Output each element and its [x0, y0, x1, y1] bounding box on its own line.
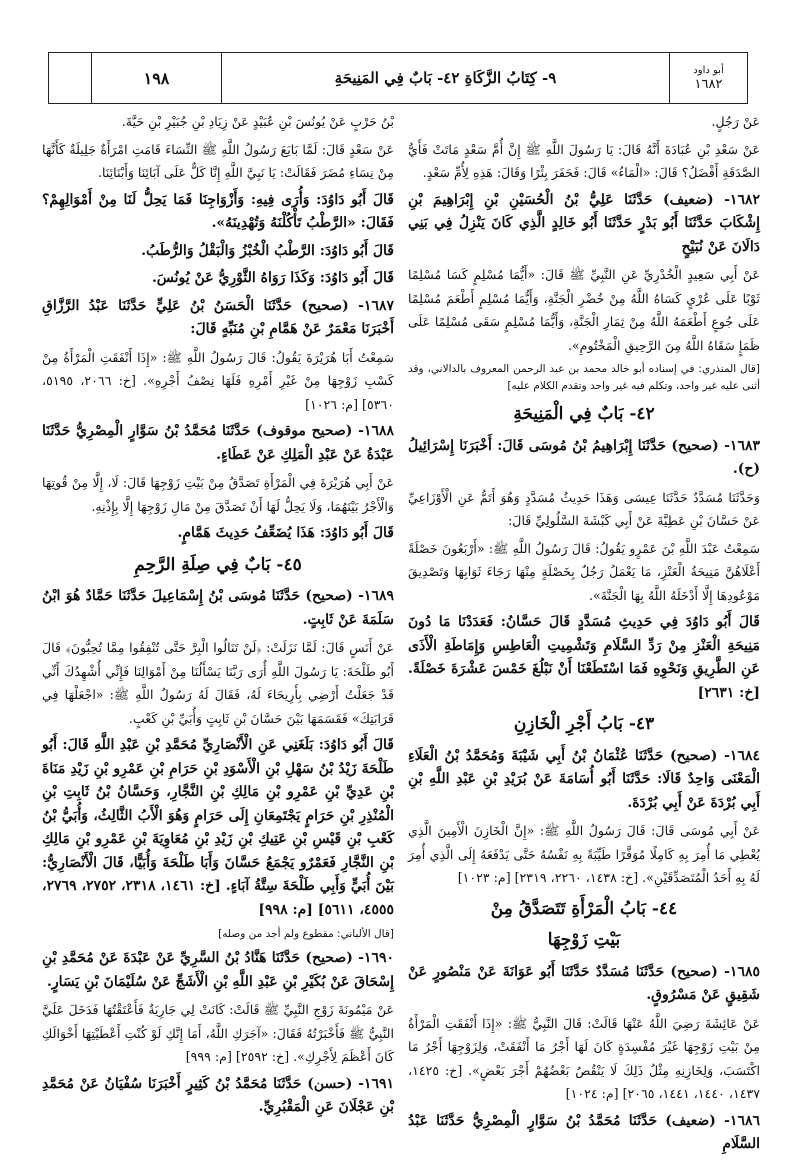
text-paragraph: بْنُ حَرْبٍ عَنْ يُونُسَ بْنِ عُبَيْدٍ عَنْ زِيَادِ بْنِ جُبَيْرِ بْنِ حَيَّةَ.	[121, 114, 394, 129]
abu-dawud-comment: قَالَ أَبُو دَاوُدَ: الرَّطْبُ الْخُبْزُ وَالْبَقْلُ وَالرُّطَبُ.	[141, 242, 394, 259]
abu-dawud-comment: قَالَ أَبُو دَاوُدَ فِي حَدِيثِ مُسَدَّدٍ قَالَ حَسَّانُ: فَعَدَدْنَا مَا دُونَ مَنِيحَةِ الْعَنْزِ مِنْ رَدِّ السَّلَامِ وَتَشْمِيتِ الْعَاطِسِ وَإِمَاطَةِ الْأَذَى عَنِ الطَّرِيقِ وَنَحْوِهِ فَمَا اسْتَطَعْنَا أَنْ نَبْلُغَ خَمْسَ عَشْرَةَ خَصْلَةً. [خ: ٢٦٣١]	[408, 614, 760, 701]
chapter-title: ٤٢- بَابٌ فِي الْمَنِيحَةِ	[513, 404, 655, 424]
text-paragraph: عَنْ أَبِي هُرَيْرَةَ فِي الْمَرْأَةِ تَصَدَّقُ مِنْ بَيْتِ زَوْجِهَا قَالَ: لَا، إِلَّا مِنْ قُوتِهَا وَالْأَجْرُ بَيْنَهُمَا، وَلَا يَحِلُّ لَهَا أَنْ تَصَدَّقَ مِنْ مَالِ زَوْجِهَا إِلَّا بِإِذْنِهِ.	[42, 475, 394, 514]
text-paragraph: عَنْ رَجُلٍ.	[711, 114, 760, 129]
hadith-chain: ١٦٨٦- (ضعيف) حَدَّثَنَا مُحَمَّدُ بْنُ سَوَّارٍ الْمِصْرِيُّ حَدَّثَنَا عَبْدُ السَّلَامِ	[408, 1112, 760, 1152]
text-paragraph: وَحَدَّثَنَا مُسَدَّدٌ حَدَّثَنَا عِيسَى وَهَذَا حَدِيثُ مُسَدَّدٍ وَهُوَ أَتَمُّ عَنِ الْأَوْزَاعِيِّ عَنْ حَسَّانَ بْنِ عَطِيَّةَ عَنْ أَبِي كَبْشَةَ السَّلُولِيِّ قَالَ:	[408, 489, 760, 528]
hadith-chain: ١٦٨٧- (صحيح) حَدَّثَنَا الْحَسَنُ بْنُ عَلِيٍّ حَدَّثَنَا عَبْدُ الرَّزَّاقِ أَخْبَرَنَا مَعْمَرٌ عَنْ هَمَّامِ بْنِ مُنَبِّهٍ قَالَ:	[42, 297, 394, 337]
abu-dawud-comment: قَالَ أَبُو دَاوُدَ: وَأُرَى فِيهِ: وَأَزْوَاجِنَا فَمَا يَحِلُّ لَنَا مِنْ أَمْوَالِهِمْ؟ فَقَالَ: «الرَّطْبُ تَأْكُلْنَهُ وَتُهْدِينَهُ».	[42, 191, 394, 231]
hadith-chain: ١٦٨٤- (صحيح) حَدَّثَنَا عُثْمَانُ بْنُ أَبِي شَيْبَةَ وَمُحَمَّدُ بْنُ الْعَلَاءِ الْمَعْنَى وَاحِدٌ قَالَا: حَدَّثَنَا أَبُو أُسَامَةَ عَنْ بُرَيْدِ بْنِ عَبْدِ اللَّهِ بْنِ أَبِي بُرْدَةَ عَنْ أَبِي بُرْدَةَ.	[408, 747, 760, 811]
hadith-chain: ١٦٩٠- (صحيح) حَدَّثَنَا هَنَّادُ بْنُ السَّرِيِّ عَنْ عَبْدَةَ عَنْ مُحَمَّدِ بْنِ إِسْحَاقَ عَنْ بُكَيْرِ بْنِ عَبْدِ اللَّهِ بْنِ الْأَشَجِّ عَنْ سُلَيْمَانَ بْنِ يَسَارٍ.	[42, 950, 394, 990]
abu-dawud-comment: قَالَ أَبُو دَاوُدَ: بَلَغَنِي عَنِ الْأَنْصَارِيِّ مُحَمَّدِ بْنِ عَبْدِ اللَّهِ قَالَ: أَبُو طَلْحَةَ زَيْدُ بْنُ سَهْلِ بْنِ الْأَسْوَدِ بْنِ حَرَامِ بْنِ عَمْرِو بْنِ زَيْدِ مَنَاةَ بْنِ عَدِيِّ بْنِ عَمْرِو بْنِ مَالِكِ بْنِ النَّجَّارِ، وَحَسَّانُ بْنُ ثَابِتِ بْنِ الْمُنْذِرِ بْنِ حَرَامٍ يَجْتَمِعَانِ إِلَى حَرَامٍ وَهُوَ الْأَبُ الثَّالِثُ، وَأُبَيُّ بْنُ كَعْبِ بْنِ قَيْسِ بْنِ عَتِيكِ بْنِ زَيْدِ بْنِ مُعَاوِيَةَ بْنِ عَمْرِو بْنِ مَالِكِ بْنِ النَّجَّارِ فَعَمْرٌو يَجْمَعُ حَسَّانَ وَأَبَا طَلْحَةَ وَأُبَيًّا، قَالَ الْأَنْصَارِيُّ: بَيْنَ أُبَيٍّ وَأَبِي طَلْحَةَ سِتَّةُ آبَاءٍ. [خ: ١٤٦١، ٢٣١٨، ٢٧٥٢، ٢٧٦٩، ٤٥٥٥، ٥٦١١] [م: ٩٩٨]	[42, 737, 394, 918]
text-paragraph: عَنْ عَائِشَةَ رَضِيَ اللَّهُ عَنْهَا قَالَتْ: قَالَ النَّبِيُّ ﷺ: «إِذَا أَنْفَقَتِ الْمَرْأَةُ مِنْ بَيْتِ زَوْجِهَا غَيْرَ مُفْسِدَةٍ كَانَ لَهَا أَجْرُ مَا أَنْفَقَتْ، وَلِزَوْجِهَا أَجْرُ مَا اكْتَسَبَ، وَلِخَازِنِهِ مِثْلُ ذَلِكَ لَا يَنْقُصُ بَعْضُهُمْ أَجْرَ بَعْضٍ». [خ: ١٤٢٥، ١٤٣٧، ١٤٤٠، ١٤٤١، ٢٠٦٥] [م: ١٠٢٤]	[408, 1015, 760, 1101]
abu-dawud-comment: قَالَ أَبُو دَاوُدَ: وَكَذَا رَوَاهُ الثَّوْرِيُّ عَنْ يُونُسَ.	[151, 270, 394, 286]
footnote: [قال المنذري: في إسناده أبو خالد محمد بن عبد الرحمن المعروف بالدالاني، وقد أثنى عليه غير واحد، وتكلم فيه غير واحد وتقدم الكلام عليه]	[408, 363, 760, 392]
book-page	[8, 8, 779, 1152]
hadith-chain: ١٦٨٩- (صحيح) حَدَّثَنَا مُوسَى بْنُ إِسْمَاعِيلَ حَدَّثَنَا حَمَّادٌ هُوَ ابْنُ سَلَمَةَ عَنْ ثَابِتٍ.	[42, 588, 394, 628]
chapter-title: ٤٥- بَابٌ فِي صِلَةِ الرَّحِمِ	[134, 554, 302, 575]
text-paragraph: عَنْ سَعْدِ بْنِ عُبَادَةَ أَنَّهُ قَالَ: يَا رَسُولَ اللَّهِ ﷺ إِنَّ أُمَّ سَعْدٍ مَاتَتْ فَأَيُّ الصَّدَقَةِ أَفْضَلُ؟ قَالَ: «الْمَاءُ» قَالَ: فَحَفَرَ بِئْرًا وَقَالَ: هَذِهِ لِأُمِّ سَعْدٍ.	[408, 141, 760, 180]
text-paragraph: عَنْ أَنَسٍ قَالَ: لَمَّا نَزَلَتْ: ﴿لَنْ تَنَالُوا الْبِرَّ حَتَّى تُنْفِقُوا مِمَّا تُحِبُّونَ﴾ قَالَ أَبُو طَلْحَةَ: يَا رَسُولَ اللَّهِ أُرَى رَبَّنَا يَسْأَلُنَا مِنْ أَمْوَالِنَا فَإِنِّي أُشْهِدُكَ أَنِّي قَدْ جَعَلْتُ أَرْضِي بِأَرِيحَاءَ لَهُ، فَقَالَ لَهُ رَسُولُ اللَّهِ ﷺ: «اجْعَلْهَا فِي قَرَابَتِكَ» فَقَسَمَهَا بَيْنَ حَسَّانَ بْنِ ثَابِتٍ وَأُبَيِّ بْنِ كَعْبٍ.	[42, 640, 394, 726]
text-paragraph: عَنْ أَبِي مُوسَى قَالَ: قَالَ رَسُولُ اللَّهِ ﷺ: «إِنَّ الْخَازِنَ الْأَمِينَ الَّذِي يُعْطِي مَا أُمِرَ بِهِ كَامِلًا مُوَفَّرًا طَيِّبَةً بِهِ نَفْسُهُ حَتَّى يَدْفَعَهُ إِلَى الَّذِي أُمِرَ لَهُ بِهِ أَحَدُ الْمُتَصَدِّقَيْنِ». [خ: ١٤٣٨، ٢٢٦٠، ٢٣١٩] [م: ١٠٢٣]	[408, 823, 760, 885]
chapter-heading: ٩- كِتَابُ الزَّكَاةِ ٤٢- بَابٌ فِي المَنِيحَةِ	[221, 53, 669, 103]
book-name: أبو داود	[693, 65, 724, 76]
hadith-chain: ١٦٨٨- (صحيح موقوف) حَدَّثَنَا مُحَمَّدُ بْنُ سَوَّارٍ الْمِصْرِيُّ حَدَّثَنَا عَبْدَةُ عَنْ عَبْدِ الْمَلِكِ عَنْ عَطَاءٍ.	[42, 423, 394, 463]
book-name-cell	[669, 53, 747, 103]
hadith-chain: ١٦٩١- (حسن) حَدَّثَنَا مُحَمَّدُ بْنُ كَثِيرٍ أَخْبَرَنَا سُفْيَانُ عَنْ مُحَمَّدِ بْنِ عَجْلَانَ عَنِ الْمَقْبُرِيِّ.	[42, 1075, 394, 1115]
text-paragraph: عَنْ سَعْدٍ قَالَ: لَمَّا بَايَعَ رَسُولُ اللَّهِ ﷺ النِّسَاءَ قَامَتِ امْرَأَةٌ جَلِيلَةٌ كَأَنَّهَا مِنْ نِسَاءِ مُضَرَ فَقَالَتْ: يَا نَبِيَّ اللَّهِ إِنَّا كَلٌّ عَلَى آبَائِنَا وَأَبْنَائِنَا.	[42, 141, 394, 180]
page-header	[48, 52, 748, 104]
chapter-title: ٤٤- بَابُ الْمَرْأَةِ تَتَصَدَّقُ مِنْ	[490, 898, 678, 919]
right-column	[408, 110, 760, 1161]
left-column	[42, 110, 394, 1124]
text-paragraph: سَمِعْتُ أَبَا هُرَيْرَةَ يَقُولُ: قَالَ رَسُولُ اللَّهِ ﷺ: «إِذَا أَنْفَقَتِ الْمَرْأَةُ مِنْ كَسْبِ زَوْجِهَا مِنْ غَيْرِ أَمْرِهِ فَلَهَا نِصْفُ أَجْرِهِ». [خ: ٢٠٦٦، ٥١٩٥، ٥٣٦٠] [م: ١٠٢٦]	[42, 349, 394, 412]
chapter-title-continued: بَيْتِ زَوْجِهَا	[547, 930, 621, 950]
text-paragraph: عَنْ أَبِي سَعِيدٍ الْخُدْرِيِّ عَنِ النَّبِيِّ ﷺ قَالَ: «أَيُّمَا مُسْلِمٍ كَسَا مُسْلِمًا ثَوْبًا عَلَى عُرْيٍ كَسَاهُ اللَّهُ مِنْ خُضْرِ الْجَنَّةِ، وَأَيُّمَا مُسْلِمٍ أَطْعَمَ مُسْلِمًا عَلَى جُوعٍ أَطْعَمَهُ اللَّهُ مِنْ ثِمَارِ الْجَنَّةِ، وَأَيُّمَا مُسْلِمٍ سَقَى مُسْلِمًا عَلَى ظَمَإٍ سَقَاهُ اللَّهُ مِنَ الرَّحِيقِ الْمَخْتُومِ».	[408, 267, 760, 353]
page-number: ١٩٨	[91, 53, 221, 103]
hadith-chain: ١٦٨٥- (صحيح) حَدَّثَنَا مُسَدَّدٌ حَدَّثَنَا أَبُو عَوَانَةَ عَنْ مَنْصُورٍ عَنْ شَقِيقٍ عَنْ مَسْرُوقٍ.	[408, 963, 760, 1003]
text-paragraph: سَمِعْتُ عَبْدَ اللَّهِ بْنَ عَمْرٍو يَقُولُ: قَالَ رَسُولُ اللَّهِ ﷺ: «أَرْبَعُونَ خَصْلَةً أَعْلَاهُنَّ مَنِيحَةُ الْعَنْزِ، مَا يَعْمَلُ رَجُلٌ بِخَصْلَةٍ مِنْهَا رَجَاءَ ثَوَابِهَا وَتَصْدِيقَ مَوْعُودِهَا إِلَّا أَدْخَلَهُ اللَّهُ بِهَا الْجَنَّةَ».	[408, 540, 760, 603]
chapter-title: ٤٣- بَابُ أَجْرِ الْخَازِنِ	[513, 714, 655, 734]
hadith-number-range: ١٦٨٢	[694, 77, 723, 92]
text-paragraph: عَنْ مَيْمُونَةَ زَوْجِ النَّبِيِّ ﷺ قَالَتْ: كَانَتْ لِي جَارِيَةٌ فَأَعْتَقْتُهَا فَدَخَلَ عَلَيَّ النَّبِيُّ ﷺ فَأَخْبَرْتُهُ فَقَالَ: «آجَرَكِ اللَّهُ، أَمَا إِنَّكِ لَوْ كُنْتِ أَعْطَيْتِهَا أَخْوَالَكِ كَانَ أَعْظَمَ لِأَجْرِكِ». [خ: ٢٥٩٢] [م: ٩٩٩]	[42, 1002, 394, 1064]
abu-dawud-comment: قَالَ أَبُو دَاوُدَ: هَذَا يُضَعِّفُ حَدِيثَ هَمَّامٍ.	[177, 525, 394, 541]
hadith-chain: ١٦٨٢- (ضعيف) حَدَّثَنَا عَلِيُّ بْنُ الْحُسَيْنِ بْنِ إِبْرَاهِيمَ بْنِ إِشْكَابَ حَدَّثَنَا أَبُو بَدْرٍ حَدَّثَنَا أَبُو خَالِدٍ الَّذِي كَانَ يَنْزِلُ فِي بَنِي دَالَانَ عَنْ نُبَيْحٍ	[408, 191, 760, 255]
hadith-chain: ١٦٨٣- (صحيح) حَدَّثَنَا إِبْرَاهِيمُ بْنُ مُوسَى قَالَ: أَخْبَرَنَا إِسْرَائِيلُ (ح).	[408, 437, 760, 477]
footnote: [قال الألباني: مقطوع ولم أجد من وصله]	[218, 928, 394, 940]
header-blank-cell	[49, 53, 91, 103]
